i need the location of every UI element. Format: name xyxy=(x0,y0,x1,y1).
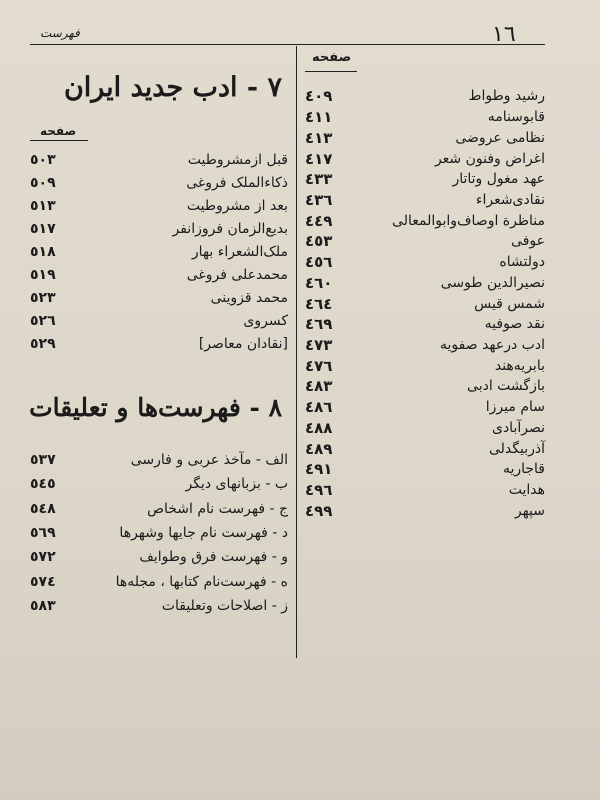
toc-entry-title: سام میرزا xyxy=(485,399,545,416)
toc-page-number: ٤٧٣ xyxy=(305,335,333,354)
toc-page-number: ٥١٩ xyxy=(30,267,56,284)
toc-page-number: ٤٨٦ xyxy=(305,398,333,417)
toc-entry xyxy=(30,497,288,521)
toc-page-number: ٤٦٠ xyxy=(305,273,333,292)
toc-entry xyxy=(305,86,545,107)
toc-entry-title: بابریه‌هند xyxy=(494,357,545,374)
toc-page-number: ٤٩٩ xyxy=(305,501,333,520)
toc-entry xyxy=(30,148,288,171)
toc-entry-title: قاجاریه xyxy=(502,461,545,478)
toc-entry-title: عهد مغول وتاتار xyxy=(452,171,545,188)
toc-entry-title: ب - بزبانهای دیگر xyxy=(185,476,288,493)
toc-page-number: ٤٩٦ xyxy=(305,481,333,500)
toc-entry-title: محمدعلی فروغی xyxy=(186,267,288,284)
header-rule xyxy=(30,44,545,45)
toc-entry xyxy=(30,448,288,472)
toc-page-number: ٤٥٦ xyxy=(305,253,333,272)
section-7-toc-list xyxy=(30,148,288,356)
toc-entry xyxy=(305,418,545,439)
toc-entry xyxy=(30,264,288,287)
toc-entry-title: دولتشاه xyxy=(499,254,545,271)
toc-entry xyxy=(305,231,545,252)
section-7-header-rule xyxy=(30,140,88,141)
toc-entry xyxy=(305,397,545,418)
toc-page-number: ٤٥٣ xyxy=(305,232,333,251)
toc-entry-title: بدیع‌الزمان فروزانفر xyxy=(172,220,288,237)
toc-entry-title: ادب درعهد صفویه xyxy=(440,336,545,353)
toc-page-number: ٥٤٨ xyxy=(30,500,56,517)
toc-entry xyxy=(305,314,545,335)
toc-entry-title: آذربیگدلی xyxy=(488,440,545,457)
toc-page-number: ٤٠٩ xyxy=(305,87,333,106)
toc-page-number: ٥٢٦ xyxy=(30,313,56,330)
toc-entry xyxy=(305,169,545,190)
toc-entry-title: نصیرالدین طوسی xyxy=(440,274,545,291)
toc-page-number: ٤١٣ xyxy=(305,128,333,147)
toc-entry xyxy=(305,480,545,501)
toc-entry-title: نصرآبادی xyxy=(491,419,545,436)
right-column-page-header: صفحه xyxy=(312,50,352,65)
toc-entry-title: رشید وطواط xyxy=(468,88,545,105)
toc-entry-title: سپهر xyxy=(514,502,545,519)
toc-page-number: ٤٨٩ xyxy=(305,439,333,458)
toc-page-number: ٥١٧ xyxy=(30,220,56,237)
toc-entry-title: و - فهرست فرق وطوایف xyxy=(139,549,288,566)
toc-page-number: ٥٢٩ xyxy=(30,336,56,353)
toc-page-number: ٤٦٤ xyxy=(305,294,333,313)
toc-entry xyxy=(305,335,545,356)
toc-page-number: ٤١٧ xyxy=(305,149,333,168)
toc-entry xyxy=(305,127,545,148)
toc-entry-title: هدایت xyxy=(508,482,545,499)
toc-entry-title: نقد صوفیه xyxy=(484,316,545,333)
toc-entry-title: [نقادان معاصر] xyxy=(198,336,288,353)
toc-entry-title: بازگشت ادبی xyxy=(467,378,545,395)
toc-entry-title: اغراض وفنون شعر xyxy=(434,150,545,167)
toc-entry xyxy=(305,376,545,397)
toc-page-number: ٤٨٨ xyxy=(305,418,333,437)
toc-page-number: ٥٢٣ xyxy=(30,290,56,307)
toc-entry-title: نظامی عروضی xyxy=(455,129,545,146)
running-header-title: فهرست xyxy=(40,26,80,40)
toc-entry-title: قبل ازمشروطیت xyxy=(187,151,288,168)
toc-page-number: ٥٨٣ xyxy=(30,597,56,614)
toc-page-number: ٤٣٣ xyxy=(305,170,333,189)
toc-entry xyxy=(30,240,288,263)
toc-entry xyxy=(305,438,545,459)
toc-entry-title: عوفی xyxy=(511,233,545,250)
toc-entry xyxy=(30,472,288,496)
toc-entry xyxy=(30,287,288,310)
toc-page-number: ٥٠٩ xyxy=(30,174,56,191)
toc-page-number: ٤٦٩ xyxy=(305,315,333,334)
section-8-toc-list xyxy=(30,448,288,618)
toc-entry-title: نقادی‌شعراء xyxy=(475,191,545,208)
toc-page-number: ٥٤٥ xyxy=(30,476,56,493)
toc-page-number: ٤٧٦ xyxy=(305,356,333,375)
toc-entry-title: د - فهرست نام جایها وشهرها xyxy=(119,524,288,541)
toc-entry xyxy=(30,521,288,545)
toc-entry xyxy=(305,190,545,211)
right-column-header-rule xyxy=(305,71,357,72)
toc-entry-title: ه - فهرست‌نام کتابها ، مجله‌ها xyxy=(115,573,288,590)
toc-entry xyxy=(30,217,288,240)
toc-page-number: ٤٨٣ xyxy=(305,377,333,396)
toc-page-number: ٤٤٩ xyxy=(305,211,333,230)
toc-entry xyxy=(305,500,545,521)
toc-entry-title: کسروی xyxy=(243,313,288,330)
toc-entry xyxy=(305,459,545,480)
toc-entry xyxy=(30,545,288,569)
column-divider xyxy=(296,46,297,658)
toc-entry-title: محمد قزوینی xyxy=(210,290,288,307)
toc-entry-title: بعد از مشروطیت xyxy=(186,197,288,214)
toc-entry xyxy=(305,293,545,314)
toc-entry-title: ذکاءالملک فروغی xyxy=(186,174,288,191)
toc-page-number: ٥١٨ xyxy=(30,243,56,260)
section-7-title: ٧ - ادب جدید ایران xyxy=(63,72,282,103)
toc-entry xyxy=(305,355,545,376)
toc-page-number: ٥٧٢ xyxy=(30,549,56,566)
toc-entry xyxy=(30,594,288,618)
toc-entry-title: ج - فهرست نام اشخاص xyxy=(147,500,288,517)
right-column-toc-list xyxy=(305,86,545,521)
page-number: ١٦ xyxy=(492,22,516,47)
toc-entry xyxy=(305,272,545,293)
toc-entry xyxy=(305,107,545,128)
toc-entry xyxy=(30,194,288,217)
toc-page-number: ٥٦٩ xyxy=(30,524,56,541)
toc-entry-title: ملک‌الشعراء بهار xyxy=(191,243,288,260)
toc-entry xyxy=(305,210,545,231)
toc-entry xyxy=(30,171,288,194)
toc-entry-title: شمس قیس xyxy=(474,295,545,312)
toc-entry-title: ز - اصلاحات وتعلیقات xyxy=(161,597,288,614)
toc-page-number: ٥٠٣ xyxy=(30,151,56,168)
toc-entry xyxy=(30,310,288,333)
toc-page-number: ٥٧٤ xyxy=(30,573,56,590)
toc-entry-title: قابوسنامه xyxy=(487,109,545,126)
toc-page-number: ٤١١ xyxy=(305,108,333,127)
toc-page-number: ٥١٣ xyxy=(30,197,56,214)
toc-entry xyxy=(305,148,545,169)
toc-page-number: ٤٩١ xyxy=(305,460,333,479)
toc-entry xyxy=(30,569,288,593)
section-8-title: ٨ - فهرست‌ها و تعلیقات xyxy=(29,393,282,422)
toc-entry xyxy=(305,252,545,273)
toc-entry-title: مناظرة اوصاف‌وابوالمعالی xyxy=(392,212,545,229)
section-7-page-header: صفحه xyxy=(40,124,77,138)
toc-entry-title: الف - مآخذ عربی و فارسی xyxy=(130,452,288,469)
toc-page-number: ٥٣٧ xyxy=(30,452,56,469)
toc-page-number: ٤٣٦ xyxy=(305,190,333,209)
toc-entry xyxy=(30,333,288,356)
